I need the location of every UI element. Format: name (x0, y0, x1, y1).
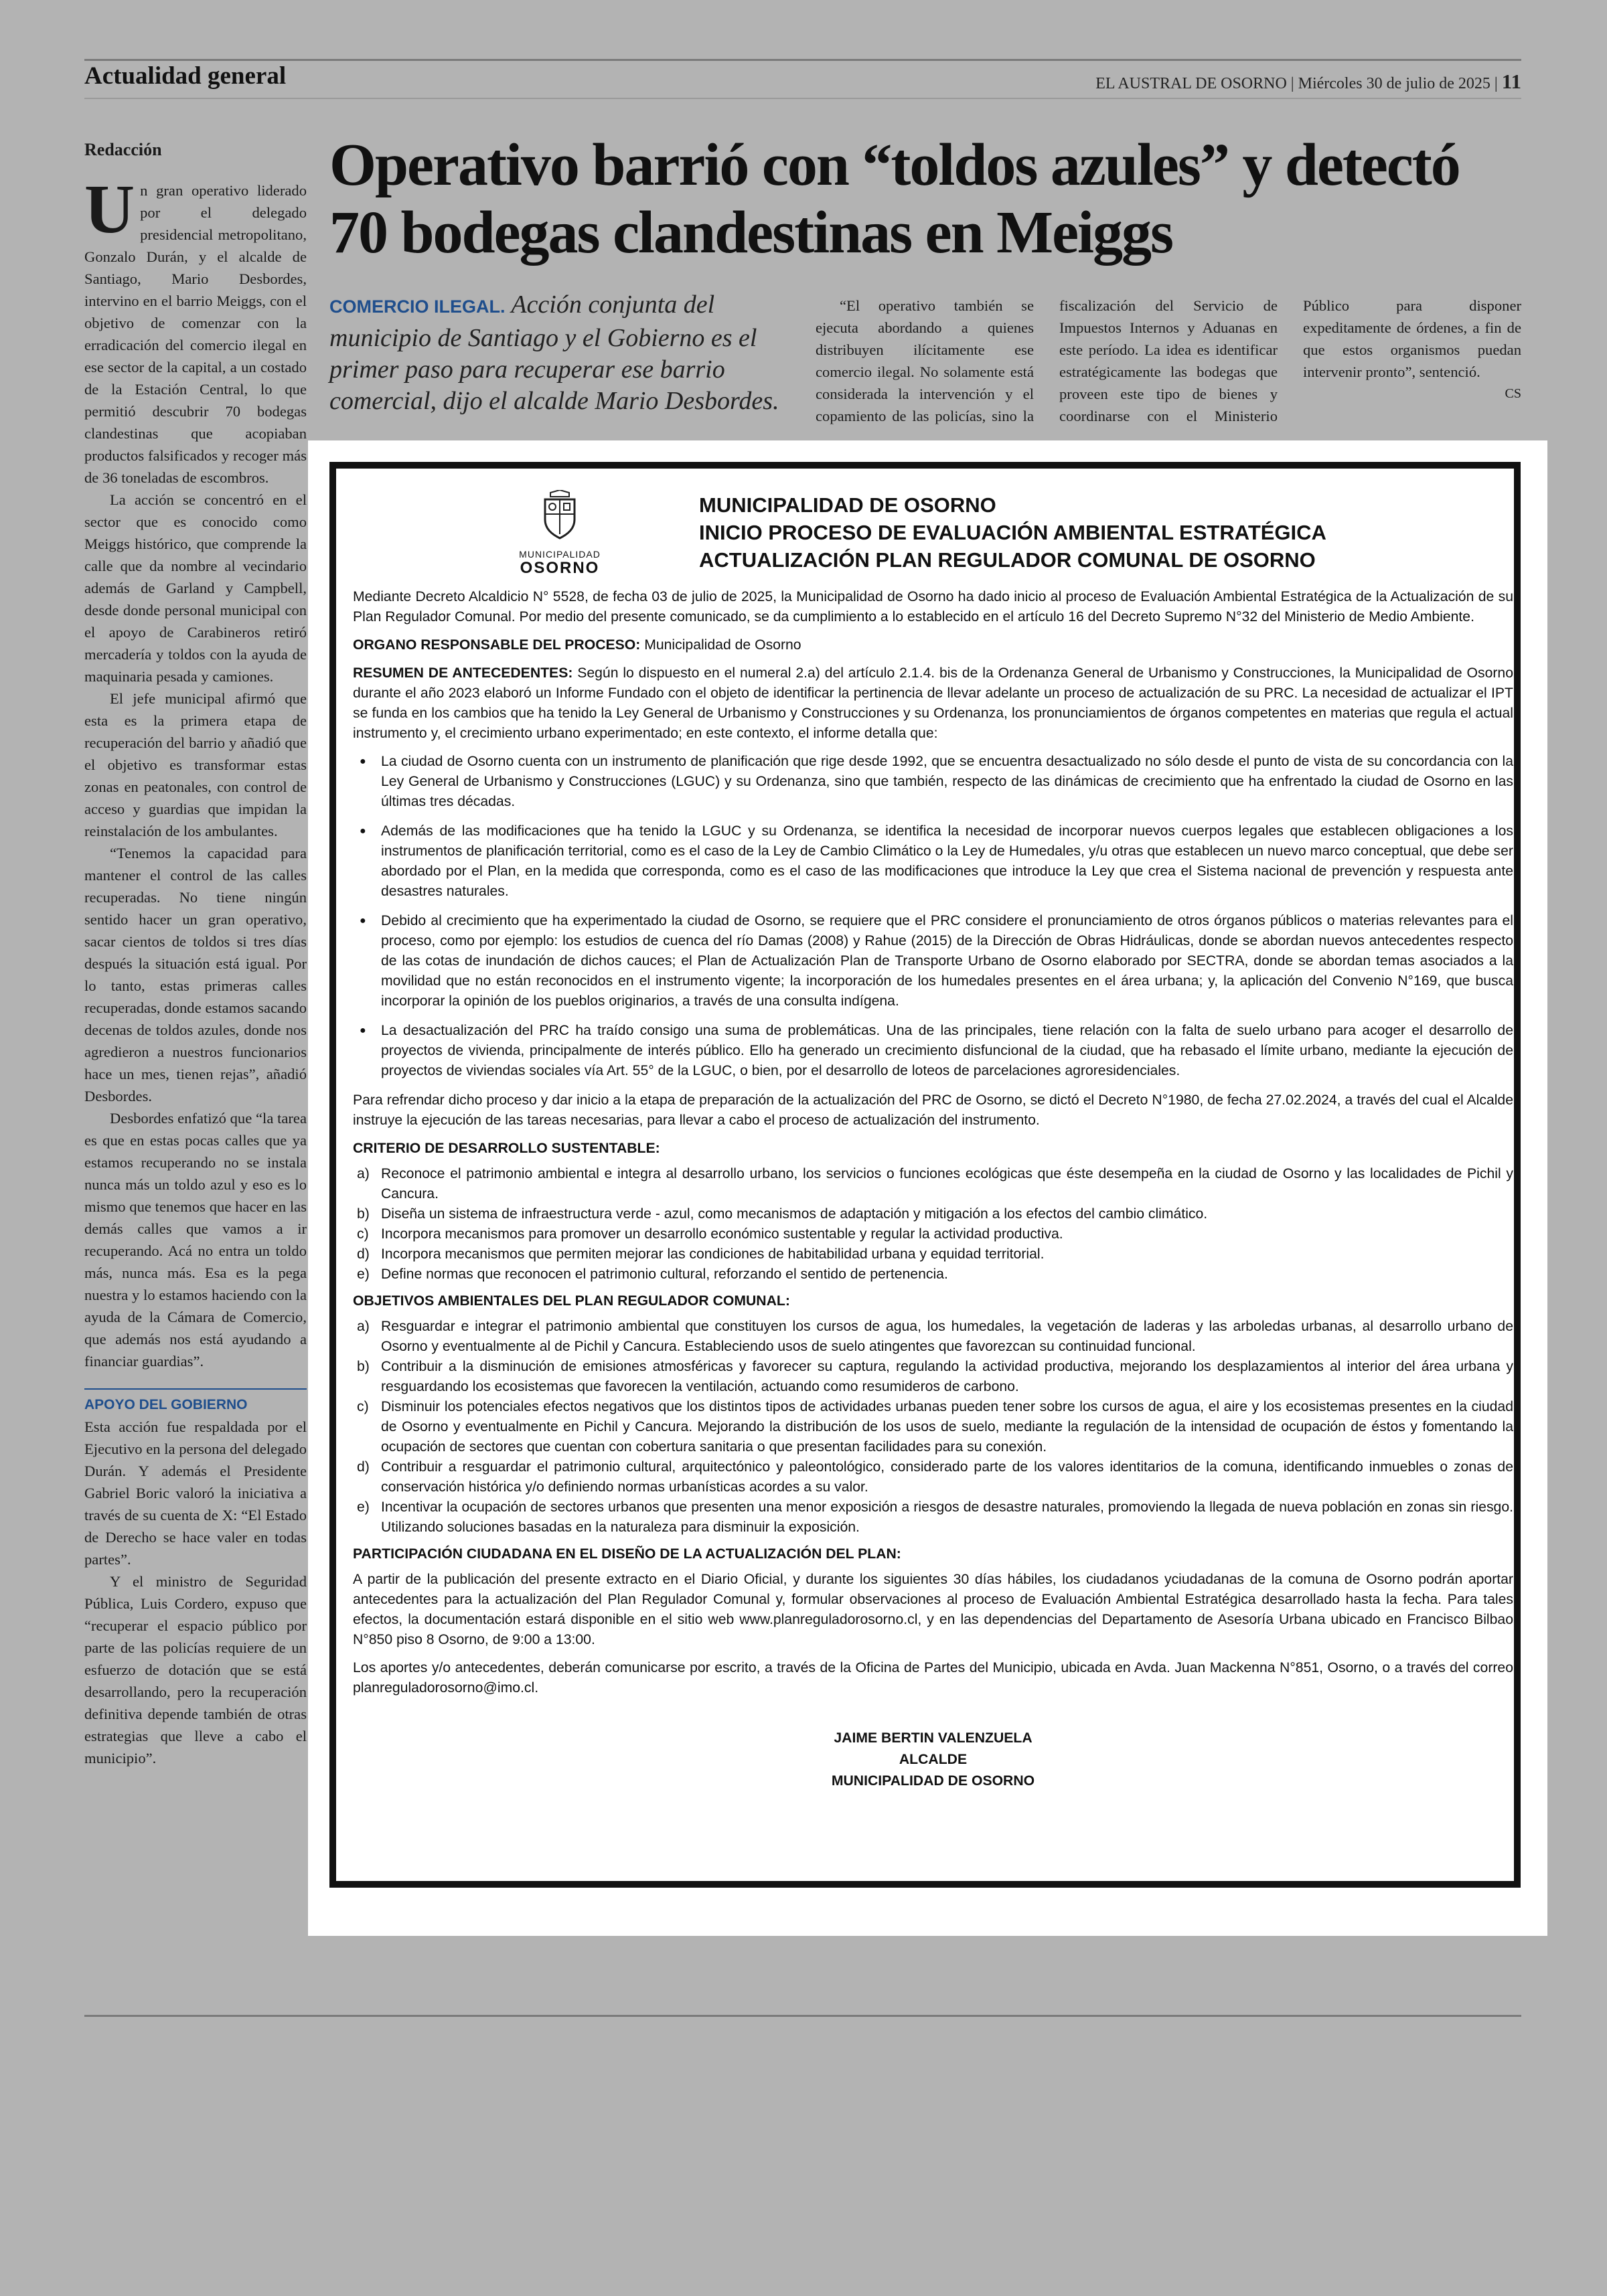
notice-title: ACTUALIZACIÓN PLAN REGULADOR COMUNAL DE OSORNO (699, 548, 1316, 572)
article-paragraph: “El operativo también se ejecuta abordando a quienes distribuyen ilícitamente ese comercio ilegal. No solamente está considerada la intervención y el copamiento de las policías, sino la fiscalización del Servicio de Impuestos Internos y Aduanas en este período. La idea es identificar estratégicamente las bodegas que proveen este tipo de bienes y coordinarse con el Ministerio Público para disponer expeditamente de órdenes, a fin de que estos organismos puedan intervenir pronto”, sentenció. (816, 297, 1521, 424)
logo-name: OSORNO (520, 559, 600, 577)
list-item: c) Disminuir los potenciales efectos negativos que los distintos tipos de actividades urbanas pueden tener sobre los cursos de agua, el aire y los ecosistemas presentes en la ciudad de Osorno y eventualmente en Pichil y Cancura. Mejorando la distribución de los usos de suelo, mediante la regulación de la intensidad de ocupación de éstos y fomentando la ocupación de sectores que cuentan con cobertura sanitaria o que presentan facilidades para su conexión. (357, 1399, 1513, 1455)
list-item: ● Además de las modificaciones que ha tenido la LGUC y su Ordenanza, se identifica la necesidad de incorporar nuevos cuerpos legales que establecen obligaciones a los instrumentos de planificación territorial, como es el caso de la Ley de Cambio Climático o la Ley de Humedales, y/u otras que establecen un nuevo marco conceptual, que debe ser abordado por el Plan, en la medida que corresponda, como es el caso de las modificaciones que introduce la Ley que crea el Sistema nacional de prevención y respuesta ante desastres naturales. (353, 821, 1513, 902)
field-label: RESUMEN DE ANTECEDENTES: (353, 665, 573, 681)
organ-responsible (353, 635, 1513, 655)
list-item: d) Contribuir a resguardar el patrimonio cultural, arquitectónico y paleontológico, considerado parte de los valores identitarios de la comuna, identificando inmuebles o zonas de conservación histórica y/o definiendo normas urbanísticas acordes a su valor. (357, 1459, 1513, 1495)
list-item: e) Define normas que reconocen el patrimonio cultural, reforzando el sentido de pertenencia. (357, 1266, 948, 1282)
lead-text: n gran operativo liderado por el delegado presidencial metropolitano, Gonzalo Durán, y el alcalde de Santiago, Mario Desbordes, intervino en el barrio Meiggs, con el objetivo de comenzar con la erradicación del comercio ilegal en ese sector de la capital, a un costado de la Estación Central, lo que permitió descubrir 70 bodegas clandestinas que acopiaban productos falsificados y recoger más de 36 toneladas de escombros. (84, 182, 307, 486)
article-paragraph: El jefe municipal afirmó que esta es la primera etapa de recuperación del barrio y añadió que el objetivo es transformar estas zonas en peatonales, con control de acceso y guardias que impidan la reinstalación de los ambulantes. (84, 690, 307, 839)
notice-content (353, 490, 1513, 1792)
article-left-column (84, 171, 307, 1769)
notice-paragraph: Los aportes y/o antecedentes, deberán comunicarse por escrito, a través de la Oficina de Partes del Municipio, ubicada en Avda. Juan Mackenna N°851, Osorno, o a través del correo planreguladorosorno@imo.cl. (353, 1660, 1513, 1696)
summary-paragraph (353, 663, 1513, 744)
section-heading: CRITERIO DE DESARROLLO SUSTENTABLE: (353, 1141, 660, 1156)
list-item: d) Incorpora mecanismos que permiten mejorar las condiciones de habitabilidad urbana y equidad territorial. (357, 1246, 1045, 1262)
municipality-logo (516, 490, 603, 584)
field-label: ORGANO RESPONSABLE DEL PROCESO: (353, 637, 641, 653)
list-item: ● Debido al crecimiento que ha experimentado la ciudad de Osorno, se requiere que el PRC considere el pronunciamiento de otros órganos públicos o materias relevantes para el proceso, como por ejemplo: los estudios de cuenca del río Damas (2008) y Rahue (2015) de la Dirección de Obras Hidráulicas, donde se abordan nuevos antecedentes respecto de las cotas de inundación de dichos cauces; el Plan de Actualización Plan de Transporte Urbano de Osorno elaborado por SECTRA, donde se abordan temas asociados a la movilidad que no están reconocidos en el instrumento vigente; la incorporación de los humedales presentes en el área urbana; y, la aplicación del Convenio N°169, que busca incorporar la opinión de los pueblos originarios, a través de una consulta indígena. (353, 911, 1513, 1011)
headline: Operativo barrió con “toldos azules” y detectó 70 bodegas clandestinas en Meiggs (329, 132, 1460, 266)
criteria-list (353, 1164, 1513, 1285)
article-paragraph: Esta acción fue respaldada por el Ejecutivo en la persona del delegado Durán. Y además el Presidente Gabriel Boric valoró la iniciativa a través de su cuenta de X: “El Estado de Derecho se hace valer en todas partes”. (84, 1418, 307, 1568)
logo-label: MUNICIPALIDAD (519, 549, 601, 560)
list-item: a) Reconoce el patrimonio ambiental e integra al desarrollo urbano, los servicios o funciones ecológicas que éste desempeña en la ciudad de Osorno y las localidades de Pichil y Cancura. (357, 1166, 1513, 1202)
top-rule (84, 59, 1521, 61)
signatory-name: JAIME BERTIN VALENZUELA (834, 1730, 1032, 1746)
header-rule (84, 98, 1521, 99)
notice-paragraph: Para refrendar dicho proceso y dar inicio a la etapa de preparación de la actualización del PRC de Osorno, se dictó el Decreto N°1980, de fecha 27.02.2024, a través del cual el Alcalde instruye la ejecución de las tareas necesarias, para llevar a cabo el proceso de actualización del instrumento. (353, 1092, 1513, 1128)
signature-block (353, 1728, 1513, 1792)
notice-paragraph: A partir de la publicación del presente extracto en el Diario Oficial, y durante los siguientes 30 días hábiles, los ciudadanos yciudadanas de la comuna de Osorno podrán aportar antecedentes para la actualización del Plan Regulador Comunal y, formular observaciones al proceso de Evaluación Ambiental Estratégica desarrollado hasta la fecha. Para tales efectos, la documentación estará disponible en el sitio web www.planreguladorosorno.cl, y en las dependencias del Departamento de Asesoría Urbana ubicado en Francisco Bilbao N°850 piso 8 Osorno, de 9:00 a 13:00. (353, 1572, 1513, 1647)
article-paragraph: Y el ministro de Seguridad Pública, Luis Cordero, expuso que “recuperar el espacio público por parte de las policías requiere de un esfuerzo de dotación que se está desarrollando, pero la recuperación definitiva depende también de otras estrategias que lleve a cabo el municipio”. (84, 1573, 307, 1767)
list-item: a) Resguardar e integrar el patrimonio ambiental que constituyen los cursos de agua, los humedales, la vegetación de laderas y las arboledas urbanas, al desarrollo urbano de Osorno y eventualmente al de Pichil y Cancura. Estableciendo usos de suelo atingentes que favorezcan su continuidad funcional. (357, 1319, 1513, 1354)
notice-title: MUNICIPALIDAD DE OSORNO (699, 493, 996, 517)
article-paragraph: Desbordes enfatizó que “la tarea es que en estas pocas calles que ya estamos recuperando no se instala nunca más un toldo azul y eso es lo mismo que tenemos que hacer en las demás calles que vamos a ir recuperando. Acá no entra un toldo más, nunca más. Esa es la pega nuestra y lo estamos haciendo con la ayuda de la Cámara de Comercio, que además nos está ayudando a financiar guardias”. (84, 1110, 307, 1370)
background-list (353, 752, 1513, 1081)
section-heading: OBJETIVOS AMBIENTALES DEL PLAN REGULADOR COMUNAL: (353, 1293, 790, 1309)
subheading: APOYO DEL GOBIERNO (84, 1388, 307, 1416)
coat-of-arms-icon (541, 490, 579, 540)
byline: Redacción (84, 140, 162, 159)
section-title: Actualidad general (84, 62, 287, 90)
end-mark: CS (1505, 386, 1521, 401)
page-number: 11 (1501, 70, 1521, 93)
notice-paragraph: Mediante Decreto Alcaldicio N° 5528, de fecha 03 de julio de 2025, la Municipalidad de Osorno ha dado inicio al proceso de Evaluación Ambiental Estratégica de la Actualización de su Plan Regulador Comunal. Por medio del presente comunicado, se da cumplimiento a lo establecido en el artículo 16 del Decreto Supremo N°32 del Ministerio de Medio Ambiente. (353, 589, 1513, 625)
bottom-rule (84, 2015, 1521, 2017)
newspaper-name: EL AUSTRAL DE OSORNO (1095, 75, 1287, 92)
objectives-list (353, 1317, 1513, 1538)
list-item: b) Contribuir a la disminución de emisiones atmosféricas y favorecer su captura, regulando la actividad productiva, mejorando los desplazamientos al interior del área urbana y resguardando los ecosistemas que favorecen la ventilación, actuando como resumideros de carbono. (357, 1359, 1513, 1394)
list-item: b) Diseña un sistema de infraestructura verde - azul, como mecanismos de adaptación y mitigación a los efectos del cambio climático. (357, 1206, 1208, 1222)
list-item: ● La desactualización del PRC ha traído consigo una suma de problemáticas. Una de las principales, tiene relación con la falta de suelo urbano para acoger el desarrollo de proyectos de vivienda, principalmente de interés público. Ello ha generado un crecimiento disfuncional de la ciudad, que ha rebasado el límite urbano, mediante la ejecución de proyectos de viviendas sociales vía Art. 55° de la LGUC, o bien, por el desarrollo de loteos de parcelaciones agroresidenciales. (353, 1021, 1513, 1081)
kicker-tag: COMERCIO ILEGAL. (329, 297, 506, 317)
lead-paragraph (84, 171, 307, 489)
article-paragraph: La acción se concentró en el sector que es conocido como Meiggs histórico, que comprende la calle que da nombre al vecindario además de Garland y Campbell, desde donde personal municipal con el apoyo de Carabineros retiró mercadería y toldos con la ayuda de maquinaria pesada y camiones. (84, 491, 307, 685)
notice-titles (699, 491, 1326, 574)
list-item: c) Incorpora mecanismos para promover un desarrollo económico sustentable y regular la actividad productiva. (357, 1226, 1063, 1242)
notice-title: INICIO PROCESO DE EVALUACIÓN AMBIENTAL ESTRATÉGICA (699, 521, 1326, 544)
masthead-line: EL AUSTRAL DE OSORNO | Miércoles 30 de julio de 2025 | 11 (1095, 70, 1521, 93)
article-continuation (816, 295, 1521, 427)
signatory-role: ALCALDE (899, 1752, 968, 1767)
field-value: Municipalidad de Osorno (644, 637, 801, 653)
drop-cap: U (84, 171, 135, 248)
kicker (329, 289, 801, 417)
article-paragraph: “Tenemos la capacidad para mantener el control de las calles recuperadas. No tiene ningún sentido hacer un gran operativo, sacar cientos de toldos si tres días después la situación está igual. Por lo tanto, estas primeras calles recuperadas, donde estamos sacando decenas de toldos azules, donde nos agredieron a nuestros funcionarios hace un mes, tienen rejas”, añadió Desbordes. (84, 845, 307, 1104)
kicker-text: Acción conjunta del municipio de Santiago y el Gobierno es el primer paso para recuperar ese barrio comercial, dijo el alcalde Mario Desbordes. (329, 291, 779, 415)
section-heading: PARTICIPACIÓN CIUDADANA EN EL DISEÑO DE LA ACTUALIZACIÓN DEL PLAN: (353, 1546, 901, 1562)
signatory-organization: MUNICIPALIDAD DE OSORNO (831, 1773, 1035, 1789)
issue-date: Miércoles 30 de julio de 2025 (1298, 75, 1490, 92)
list-item: e) Incentivar la ocupación de sectores urbanos que presenten una menor exposición a riesgos de desastre naturales, promoviendo la llegada de nueva población en zonas sin riesgo. Utilizando soluciones basadas en la naturaleza para disminuir la exposición. (357, 1499, 1513, 1535)
list-item: ● La ciudad de Osorno cuenta con un instrumento de planificación que rige desde 1992, que se encuentra desactualizado no sólo desde el punto de vista de su concordancia con la Ley General de Urbanismo y Construcciones (LGUC) y su Ordenanza, sino que también, respecto de las dinámicas de crecimiento que ha enfrentado la ciudad de Osorno en las últimas tres décadas. (353, 752, 1513, 812)
field-value: Según lo dispuesto en el numeral 2.a) del artículo 2.1.4. bis de la Ordenanza General de Urbanismo y Construcciones, la Municipalidad de Osorno durante el año 2023 elaboró un Informe Fundado con el objeto de identificar la pertinencia de llevar adelante un proceso de actualización de su PRC. La necesidad de actualizar el IPT se funda en los cambios que ha tenido la Ley General de Urbanismo y Construcciones y su Ordenanza, los pronunciamientos de órganos competentes en materias que regula el actual instrumento y, el crecimiento urbano experimentado; en este contexto, el informe detalla que: (353, 665, 1513, 741)
notice-header (353, 490, 1513, 587)
